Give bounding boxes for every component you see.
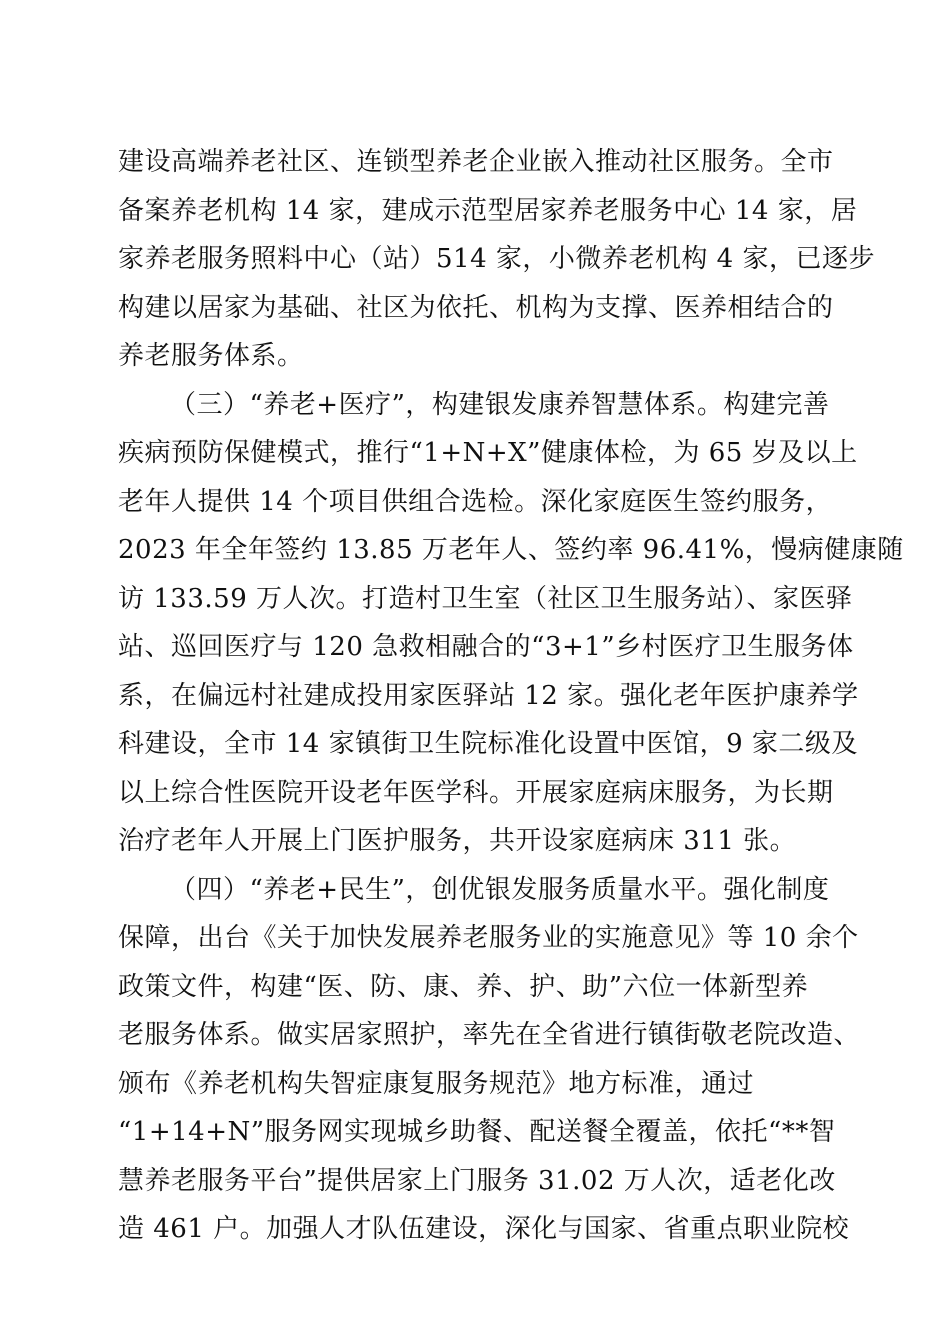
text-line: 科建设，全市 14 家镇街卫生院标准化设置中医馆，9 家二级及 xyxy=(118,729,858,759)
text-line: 家养老服务照料中心（站）514 家，小微养老机构 4 家，已逐步 xyxy=(118,244,875,274)
text-line: 颁布《养老机构失智症康复服务规范》地方标准，通过 xyxy=(118,1068,755,1099)
section-heading-line: （四）“养老+民生”，创优银发服务质量水平。强化制度 xyxy=(170,874,830,905)
text-line: 老服务体系。做实居家照护，率先在全省进行镇街敬老院改造、 xyxy=(118,1020,861,1050)
text-line: 系，在偏远村社建成投用家医驿站 12 家。强化老年医护康养学 xyxy=(118,680,859,711)
text-line: 以上综合性医院开设老年医学科。开展家庭病床服务，为长期 xyxy=(118,777,834,808)
text-line: 构建以居家为基础、社区为依托、机构为支撑、医养相结合的 xyxy=(118,292,834,323)
text-line: 站、巡回医疗与 120 急救相融合的“3+1”乡村医疗卫生服务体 xyxy=(118,632,854,662)
text-line: 2023 年全年签约 13.85 万老年人、签约率 96.41%，慢病健康随 xyxy=(118,535,904,565)
text-line: 慧养老服务平台”提供居家上门服务 31.02 万人次，适老化改 xyxy=(118,1165,836,1196)
text-line: 建设高端养老社区、连锁型养老企业嵌入推动社区服务。全市 xyxy=(118,147,834,177)
text-line: 备案养老机构 14 家，建成示范型居家养老服务中心 14 家，居 xyxy=(118,195,858,226)
section-heading-line: （三）“养老+医疗”，构建银发康养智慧体系。构建完善 xyxy=(170,389,830,420)
text-line: 保障，出台《关于加快发展养老服务业的实施意见》等 10 余个 xyxy=(118,923,859,953)
text-line: “1+14+N”服务网实现城乡助餐、配送餐全覆盖，依托“**智 xyxy=(118,1117,836,1147)
text-line: 老年人提供 14 个项目供组合选检。深化家庭医生签约服务， xyxy=(118,486,833,517)
body-text xyxy=(118,138,904,1254)
text-line: 政策文件，构建“医、防、康、养、护、助”六位一体新型养 xyxy=(118,971,809,1002)
text-line: 疾病预防保健模式，推行“1+N+X”健康体检，为 65 岁及以上 xyxy=(118,438,858,468)
text-line: 造 461 户。加强人才队伍建设，深化与国家、省重点职业院校 xyxy=(118,1214,850,1244)
text-line: 治疗老年人开展上门医护服务，共开设家庭病床 311 张。 xyxy=(118,826,797,856)
text-line: 养老服务体系。 xyxy=(118,341,304,371)
text-line: 访 133.59 万人次。打造村卫生室（社区卫生服务站）、家医驿 xyxy=(118,583,853,614)
